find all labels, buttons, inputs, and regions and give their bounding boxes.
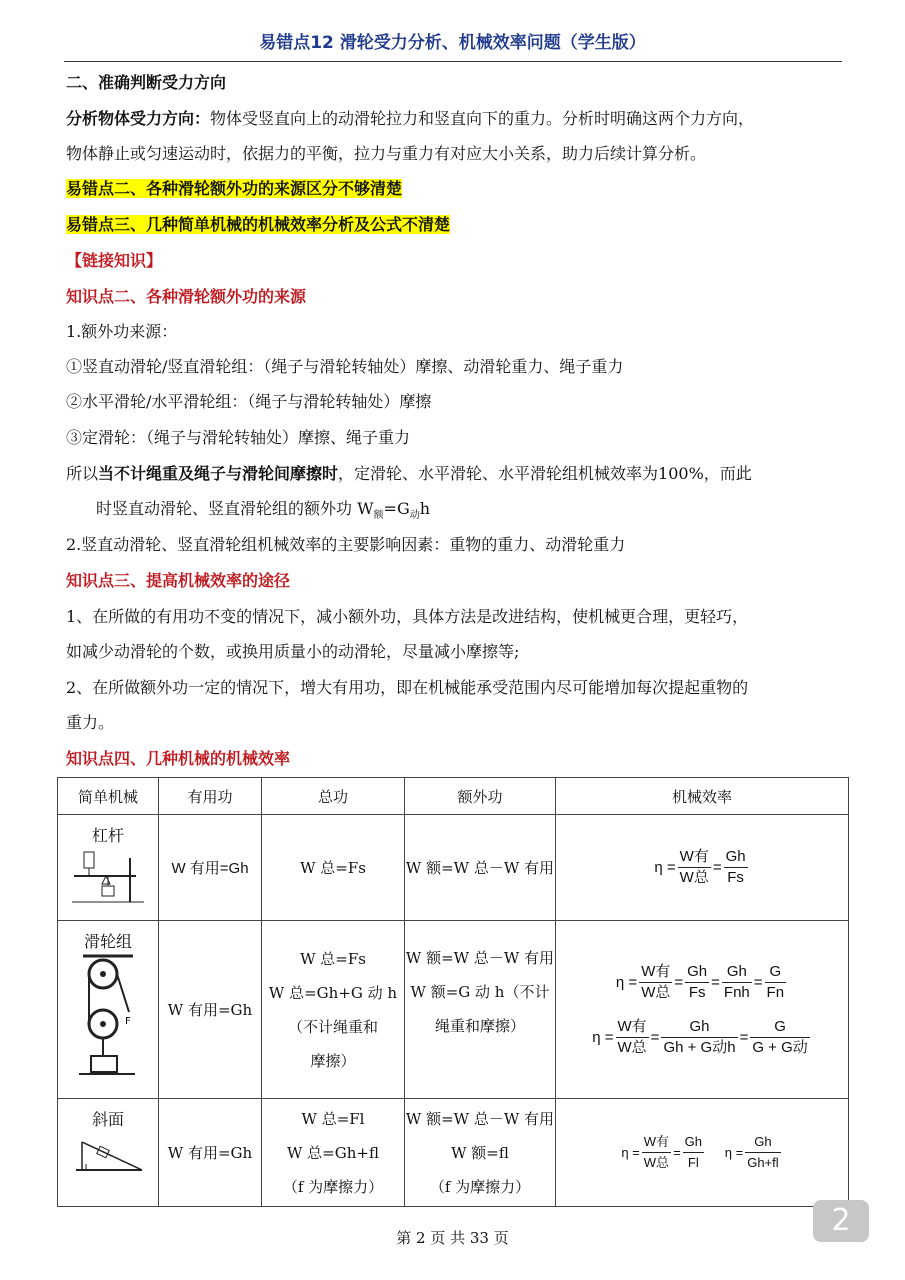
slope-extra-2: W 额=fl: [451, 1143, 509, 1162]
pulley-a3: [722, 962, 752, 1003]
col-header-machine: 简单机械: [58, 778, 159, 815]
k2-l6-pre: 时竖直动滑轮、竖直滑轮组的额外功 W: [96, 499, 374, 518]
pulley-b1: [616, 1017, 649, 1058]
k2-l6-mid: =G: [383, 499, 410, 518]
link-knowledge-label: 【链接知识】: [66, 251, 163, 270]
pulley-efficiency: [556, 921, 849, 1099]
mistake-2-line: [66, 178, 402, 200]
slope-c1-den: W总: [643, 1155, 670, 1170]
k2-l5-pre: 所以: [66, 464, 99, 483]
k2-l5-bold: 当不计绳重及绳子与滑轮间摩擦时: [98, 464, 339, 483]
pulley-b1-den: W总: [617, 1038, 647, 1056]
slope-total-2: W 总=Gh+fl: [287, 1143, 379, 1162]
table-header-row: [58, 778, 849, 815]
lever-eta: η =: [654, 859, 676, 876]
slope-efficiency: [556, 1099, 849, 1207]
analysis-label: 分析物体受力方向：: [66, 109, 211, 128]
slope-eta-formula-1: η = $\frac{\text{W有}}{\text{W总}}$ = $\frac{Gh}{Fl}$: [621, 1132, 706, 1173]
analysis-text: 物体受竖直向上的动滑轮拉力和竖直向下的重力。分析时明确这两个力方向，: [210, 109, 755, 128]
slope-total-3: （f 为摩擦力）: [282, 1177, 384, 1196]
slope-d1-den: Gh+fl: [747, 1155, 779, 1170]
lever-useful: W 有用=Gh: [159, 815, 262, 921]
svg-text:F: F: [125, 1016, 131, 1027]
lever-efficiency: [556, 815, 849, 921]
pulley-a2: [685, 962, 709, 1003]
knowledge-4-title: 知识点四、几种机械的机械效率: [66, 749, 291, 768]
lever-f1-num: W有: [678, 847, 711, 868]
k2-line-3: ②水平滑轮/水平滑轮组：（绳子与滑轮转轴处）摩擦: [66, 392, 432, 411]
mistake-3-line: [66, 214, 450, 236]
pulley-extra-3: 绳重和摩擦）: [434, 1017, 525, 1035]
lever-frac-1: [678, 847, 711, 888]
lever-cell: [58, 815, 159, 921]
slope-total: [262, 1099, 405, 1207]
lever-f2-num: Gh: [724, 847, 748, 868]
pulley-a2-num: Gh: [685, 962, 709, 983]
pulley-a1-num: W有: [639, 962, 672, 983]
pulley-eta-formula-2: η = $\frac{\text{W有}}{\text{W总}}$ = $\frac{Gh}{\text{Gh + G动h}}$ = $\frac{G}{\text{G + G动}}$: [592, 1017, 808, 1056]
k2-line-2: ①竖直动滑轮/竖直滑轮组：（绳子与滑轮转轴处）摩擦、动滑轮重力、绳子重力: [66, 357, 624, 376]
slope-useful: W 有用=Gh: [159, 1099, 262, 1207]
pulley-cell: [58, 921, 159, 1099]
k3-paragraph-1a: 1、在所做的有用功不变的情况下，减小额外功，具体方法是改进结构，使机械更合理，更轻巧，: [66, 607, 749, 626]
pulley-total-4: 摩擦）: [310, 1051, 356, 1070]
k2-l5-post: ，定滑轮、水平滑轮、水平滑轮组机械效率为100%，而此: [338, 464, 752, 483]
analysis-paragraph-line-1: [66, 108, 754, 130]
efficiency-table: [57, 777, 849, 1207]
knowledge-3-title: 知识点三、提高机械效率的途径: [66, 571, 291, 590]
k2-l6-end: h: [419, 499, 431, 518]
lever-name: 杠杆: [91, 826, 124, 845]
pulley-total-2: W 总=Gh+G 动 h: [268, 983, 398, 1002]
pulley-a4-den: Fn: [766, 983, 785, 1001]
pulley-a2-den: Fs: [688, 983, 706, 1001]
pulley-b3-den: G + G动: [752, 1038, 808, 1056]
pulley-a3-den: Fnh: [723, 983, 750, 1001]
header-divider: [64, 61, 842, 62]
k2-l6-sub2: 动: [409, 510, 420, 522]
page-footer: 第 2 页 共 33 页: [396, 1229, 509, 1247]
slope-cell: [58, 1099, 159, 1207]
pulley-extra-2: W 额=G 动 h（不计: [410, 983, 550, 1001]
pulley-a1-den: W总: [641, 983, 671, 1001]
slope-name: 斜面: [91, 1110, 124, 1129]
slope-d1-num: Gh: [745, 1132, 780, 1153]
pulley-total: [262, 921, 405, 1099]
slope-eta-1: η =: [621, 1145, 640, 1160]
k2-line-6: [96, 498, 430, 527]
knowledge-2-title: 知识点二、各种滑轮额外功的来源: [66, 287, 307, 306]
table-row-pulley: [58, 921, 849, 1099]
lever-total: W 总=Fs: [262, 815, 405, 921]
pulley-b2-num: Gh: [661, 1017, 737, 1038]
page-number-badge: 2: [813, 1200, 869, 1242]
k3-paragraph-2b: 重力。: [66, 713, 115, 732]
k2-line-4: ③定滑轮：（绳子与滑轮转轴处）摩擦、绳子重力: [66, 428, 411, 447]
mistake-3-highlight: 易错点三、几种简单机械的机械效率分析及公式不清楚: [66, 215, 451, 234]
slope-c2-num: Gh: [683, 1132, 704, 1153]
table-row-slope: [58, 1099, 849, 1207]
pulley-a3-num: Gh: [722, 962, 752, 983]
table-row-lever: [58, 815, 849, 921]
pulley-total-1: W 总=Fs: [300, 949, 366, 968]
pulley-a4-num: G: [765, 962, 787, 983]
slope-diagram-icon: [68, 1130, 148, 1178]
slope-extra: [405, 1099, 556, 1207]
pulley-b1-num: W有: [616, 1017, 649, 1038]
slope-d1: [745, 1132, 780, 1173]
pulley-extra-1: W 额=W 总－W 有用: [405, 949, 555, 967]
pulley-name: 滑轮组: [83, 932, 132, 951]
pulley-eta-formula-1: η = $\frac{\text{W有}}{\text{W总}}$ = $\frac{Gh}{Fs}$ = $\frac{Gh}{\text{Fnh}}$ = $\frac{G}{Fn}$: [615, 962, 785, 1001]
analysis-paragraph-line-2: 物体静止或匀速运动时，依据力的平衡，拉力与重力有对应大小关系，助力后续计算分析。: [66, 144, 707, 163]
col-header-total: 总功: [262, 778, 405, 815]
col-header-useful: 有用功: [159, 778, 262, 815]
pulley-diagram-icon: [73, 952, 143, 1082]
pulley-b2: [661, 1017, 737, 1058]
section-heading: 二、准确判断受力方向: [66, 73, 227, 92]
pulley-a1: [639, 962, 672, 1003]
k2-line-7: 2.竖直动滑轮、竖直滑轮组机械效率的主要影响因素：重物的重力、动滑轮重力: [66, 535, 626, 554]
pulley-a4: [765, 962, 787, 1003]
slope-total-1: W 总=Fl: [301, 1109, 365, 1128]
pulley-eta-1: η =: [615, 973, 638, 991]
k2-line-5: [66, 463, 752, 485]
lever-frac-2: [724, 847, 748, 888]
slope-eta-2: η =: [724, 1145, 744, 1160]
slope-c2: [683, 1132, 704, 1173]
page-header-title: 易错点12 滑轮受力分析、机械效率问题（学生版）: [259, 33, 646, 53]
col-header-extra: 额外功: [405, 778, 556, 815]
lever-extra: W 额=W 总－W 有用: [405, 815, 556, 921]
k3-paragraph-1b: 如减少动滑轮的个数，或换用质量小的动滑轮，尽量减小摩擦等;: [66, 642, 520, 661]
lever-f1-den: W总: [679, 869, 709, 886]
lever-f2-den: Fs: [727, 869, 744, 886]
k2-l6-sub1: 额: [373, 510, 384, 522]
pulley-total-3: （不计绳重和: [287, 1017, 378, 1036]
slope-c1-num: W有: [642, 1132, 671, 1153]
pulley-eta-2: η =: [592, 1028, 614, 1046]
k2-line-1: 1.额外功来源：: [66, 322, 178, 341]
slope-extra-1: W 额=W 总－W 有用: [405, 1109, 555, 1128]
pulley-b3-num: G: [750, 1017, 809, 1038]
slope-eta-formula-2: [725, 1132, 783, 1173]
k3-paragraph-2a: 2、在所做额外功一定的情况下，增大有用功，即在机械能承受范围内尽可能增加每次提起重物的: [66, 678, 749, 697]
slope-c2-den: Fl: [687, 1155, 699, 1170]
col-header-efficiency: 机械效率: [556, 778, 849, 815]
slope-extra-3: （f 为摩擦力）: [429, 1177, 531, 1196]
pulley-b3: [750, 1017, 809, 1058]
pulley-extra: [405, 921, 556, 1099]
mistake-2-highlight: 易错点二、各种滑轮额外功的来源区分不够清楚: [66, 179, 403, 198]
lever-eta-formula: η = $\frac{\text{W有}}{\text{W总}}$ = $\frac{Gh}{Fs}$: [654, 848, 746, 886]
pulley-useful: W 有用=Gh: [159, 921, 262, 1099]
slope-c1: [642, 1132, 671, 1173]
lever-diagram-icon: [66, 846, 150, 906]
pulley-b2-den: Gh + G动h: [663, 1038, 736, 1056]
